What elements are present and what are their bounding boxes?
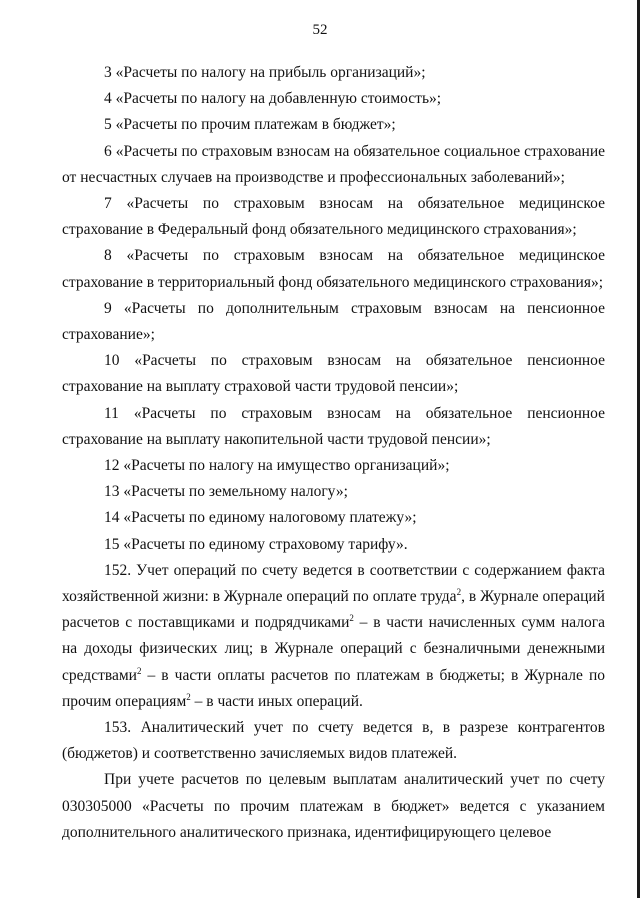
paragraph-152-text: – в части иных операций. <box>190 692 363 710</box>
paragraph-152 <box>62 558 605 715</box>
list-item: 12 «Расчеты по налогу на имущество организаций»; <box>104 457 450 475</box>
paragraph-152-text: – в части начисленных сумм налога на доходы физических лиц; в Журнале операций с безналичными денежными средствами <box>62 614 605 684</box>
list-item: 15 «Расчеты по единому страховому тарифу». <box>104 535 408 553</box>
list-item: 5 «Расчеты по прочим платежам в бюджет»; <box>104 116 396 134</box>
paragraph-152-text: 152. Учет операций по счету ведется в соответствии с содержанием факта хозяйственной жизни: в Журнале операций по оплате труда <box>62 561 605 606</box>
paragraph-152-text: – в части оплаты расчетов по платежам в бюджеты; в Журнале по прочим операциям <box>62 666 605 710</box>
paragraph-final: При учете расчетов по целевым выплатам аналитический учет по счету 030305000 «Расчеты по прочим платежам в бюджет» ведется с указанием дополнительного аналитического признака, идентифицирующего целевое <box>62 771 605 841</box>
footnote-ref: 2 <box>186 691 191 702</box>
list-item: 3 «Расчеты по налогу на прибыль организаций»; <box>104 64 426 81</box>
footnote-ref: 2 <box>349 613 354 624</box>
list-item: 6 «Расчеты по страховым взносам на обязательное социальное страхование от несчастных случаев на производстве и профессиональных заболеваний»; <box>62 142 605 186</box>
paragraph-153: 153. Аналитический учет по счету ведется в, в разрезе контрагентов (бюджетов) и соответственно зачисляемых видов платежей. <box>62 719 605 763</box>
list-item: 14 «Расчеты по единому налоговому платежу»; <box>104 509 417 527</box>
list-item: 13 «Расчеты по земельному налогу»; <box>104 483 348 501</box>
footnote-ref: 2 <box>136 665 142 676</box>
list-item: 10 «Расчеты по страховым взносам на обязательное пенсионное страхование на выплату страховой части трудовой пенсии»; <box>62 352 605 396</box>
page-number: 52 <box>312 22 328 38</box>
document-body <box>62 60 605 846</box>
footnote-ref: 2 <box>456 586 462 597</box>
list-item: 4 «Расчеты по налогу на добавленную стоимость»; <box>104 90 442 108</box>
list-item: 11 «Расчеты по страховым взносам на обязательное пенсионное страхование на выплату накопительной части трудовой пенсии»; <box>62 404 605 448</box>
paragraph-152-text: , в Журнале операций расчетов с поставщиками и подрядчиками <box>62 588 605 632</box>
list-item: 7 «Расчеты по страховым взносам на обязательное медицинское страхование в Федеральный фонд обязательного медицинского страхования»; <box>62 195 605 239</box>
list-item: 9 «Расчеты по дополнительным страховым взносам на пенсионное страхование»; <box>62 299 605 344</box>
list-item: 8 «Расчеты по страховым взносам на обязательное медицинское страхование в территориальный фонд обязательного медицинского страхования»; <box>62 247 605 291</box>
